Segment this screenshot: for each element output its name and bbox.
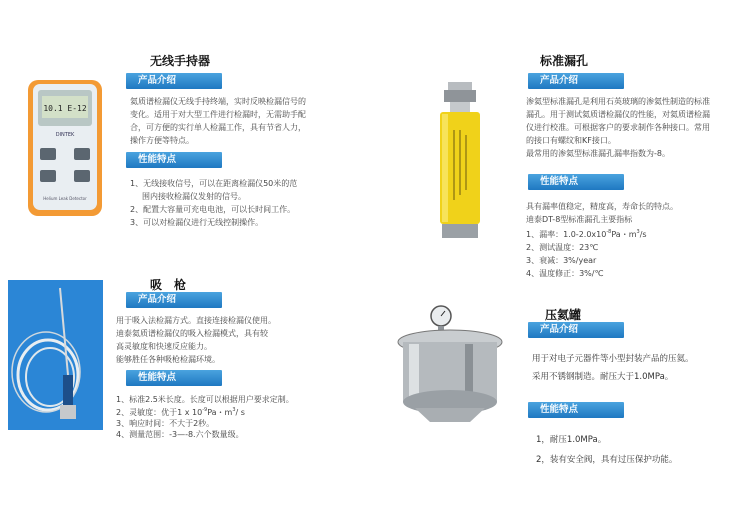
handheld-title: 无线手持器 <box>150 54 211 68</box>
standard-leak-image <box>430 80 490 240</box>
probe-feature-list: 1、标准2.5米长度。长度可以根据用户要求定制。 2、灵敏度：优于1 x $10^{-9}Pa$・$m^3/$ s 3、响应时间：不大于2秒。 4、测量范围：-3—-8.六个数量级。 <box>116 395 294 439</box>
device-brand-text: DINTEK <box>55 132 75 138</box>
probe-intro-badge: 产品介绍 <box>126 292 222 308</box>
standard-leak-title: 标准漏孔 <box>540 54 589 68</box>
probe-feature-badge: 性能特点 <box>126 370 222 386</box>
standard-leak-feature-badge: 性能特点 <box>528 174 624 190</box>
standard-leak-intro-badge: 产品介绍 <box>528 73 624 89</box>
handheld-intro-text: 氦质谱检漏仪无线手持终端，实时反映检漏信号的 变化。适用于对大型工件进行检漏时，无需助手配 合，可方便的实行单人检漏工作，具有节省人力， 操作方便等特点。 <box>130 97 306 145</box>
standard-leak-intro-text: 渗氦型标准漏孔是利用石英玻璃的渗氦性制造的标准 漏孔。用于测试氦质谱检漏仪的性能，对氦质谱检漏 仪进行校准。可根据客户的要求制作各种接口。常用 的接口有螺纹和KF接口。 最常用的渗氦型标准漏孔漏率指数为-8。 <box>526 97 710 158</box>
probe-title: 吸 枪 <box>150 278 187 292</box>
standard-leak-feature-list: 具有漏率值稳定，精度高，寿命长的特点。 迪泰DT-8型标准漏孔主要指标 1、漏率：$1.0-2.0x10^{-8}Pa$・$m^3/s$ 2、测试温度：23℃ 3、衰减：3%/year 4、温度修正：3%/℃ <box>526 202 678 278</box>
handheld-feature-list: 1、无线接收信号，可以在距离检漏仪50米的范 围内接收检漏仪发射的信号。 2、配置大容量可充电电池，可以长时间工作。 3、可以对检漏仪进行无线控制操作。 <box>130 179 298 227</box>
pressure-tank-image <box>395 300 505 425</box>
pressure-tank-intro-badge: 产品介绍 <box>528 322 624 338</box>
handheld-device-image <box>20 78 110 218</box>
pressure-tank-feature-list: 1，耐压1.0MPa。 2，装有安全阀，具有过压保护功能。 <box>536 435 678 465</box>
probe-image <box>8 280 103 430</box>
pressure-tank-intro-text: 用于对电子元器件等小型封装产品的压氦。 采用不锈钢制造。耐压大于1.0MPa。 <box>532 354 694 382</box>
pressure-tank-feature-badge: 性能特点 <box>528 402 624 418</box>
probe-intro-text: 用于吸入法检漏方式。直接连接检漏仪使用。 迪泰氦质谱检漏仪的吸入检漏模式，具有较 高灵敏度和快速反应能力。 能够胜任各种吸枪检漏环境。 <box>116 316 276 364</box>
handheld-feature-badge: 性能特点 <box>126 152 222 168</box>
pressure-tank-title: 压氦罐 <box>545 308 582 322</box>
handheld-intro-badge: 产品介绍 <box>126 73 222 89</box>
device-label-text: Helium Leak Detector <box>43 196 87 201</box>
device-screen-text: 10.1 E-12 <box>43 104 87 113</box>
